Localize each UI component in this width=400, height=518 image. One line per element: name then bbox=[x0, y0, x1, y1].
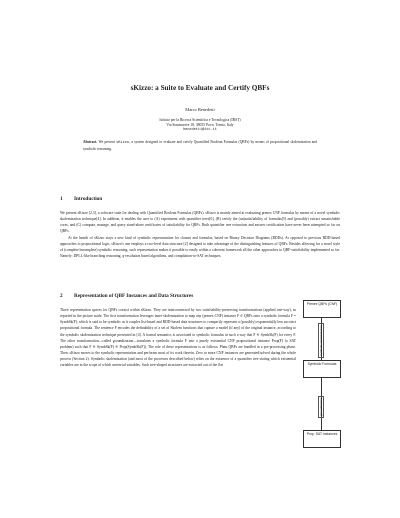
author-email: benedetti@itc.it bbox=[183, 128, 217, 133]
section-number: 1 bbox=[60, 196, 63, 202]
abstract-text-b: , a system designed to evaluate and certify Quantified Boolean Formulas (QBFs) by means of propositional skolemization and symbolic reasoning. bbox=[83, 140, 317, 151]
abstract bbox=[83, 140, 317, 152]
abstract-label: Abstract. bbox=[83, 140, 98, 144]
section-number: 2 bbox=[60, 293, 63, 299]
diagram-label-groundization: groundization bbox=[319, 397, 323, 416]
section-title: Representation of QBF Instances and Data Structures bbox=[74, 293, 194, 299]
abstract-text-a: We present bbox=[98, 140, 117, 144]
section-2-body bbox=[60, 307, 296, 515]
intro-body bbox=[60, 210, 340, 259]
paper-author: Marco Benedetti bbox=[185, 107, 215, 112]
affiliation-line-1: Istituto per la Ricerca Scientifica e Tecnologica (IRST) bbox=[159, 118, 241, 122]
section-title: Introduction bbox=[74, 196, 103, 202]
diagram-box-sat: Prop. SAT instances bbox=[303, 430, 341, 448]
intro-paragraph-1: We present sKizzo [2,3], a software suite for dealing with Quantified Boolean Formulas (QBFs). sKizzo is mainly aimed at evaluating prenex CNF formulas by means of a novel symbolic skolemization technique[4]. In addition, it enables the user to (A) experiment with quantifier trees[6], (B) certify the (un)satisfiability of formulas[5] and (possibly) extract unsatisfiable cores, and (C) compute, manage, and query stand-alone certificates of satisfiability for QBFs. Both quantifier tree extraction and answer certification have never been attempted so far on QBFs. bbox=[60, 211, 340, 234]
abstract-tool-name: sKizzo bbox=[116, 141, 130, 145]
affiliation bbox=[0, 118, 400, 134]
diagram-box-qbfs: Prenex QBFs (CNF) bbox=[303, 300, 341, 318]
affiliation-line-2: Via Sommarive 18, 38055 Povo, Trento, Italy bbox=[166, 123, 234, 128]
section-2-paragraph-1: Three representation spaces for QBFs coexist within sKizzo. They are interconnected by two satisfiability-preserving transformations (applied one-way), as reported in the picture aside. The first transformation leverages inner skolemization to map any (prenex CNF) instance F ∈ QBFs onto a symbolic formula F = SymbSk(F), which is said to be symbolic as it couples list-based and BDD-based data structures to compactly represent a (possibly) exponentially less succinct propositional formula. The sentence F encodes the definability of a set of Skolem functions that capture a model (if any) of the original instance, according to the symbolic skolemization technique presented in [4]. A formal semantics is associated to symbolic formulas in such a way that F ≝ SymbSk(F) for every F. The other transformation—called groundization—translates a symbolic formula F into a purely existential CNF propositional instance Prop(F) (a SAT problem) such that F ≝ SymbSk(F) ≝ Prop(SymbSk(F)). The role of these representations is as follows: Plain QBFs are handled in a pre-processing phase. Then, sKizzo moves to the symbolic representation and performs most of its work therein. Zero or more CNF instances are generated/solved during the whole process (Section 2). Symbolic skolemization (and most of the processes described below) relies on the existence of a quantifier tree stating which existential variables are in the scope of which universal variables. Such tree-shaped structures are extracted out of the flat bbox=[60, 308, 296, 368]
representation-diagram bbox=[300, 300, 344, 500]
diagram-label-skolemization: symbolic skolemization bbox=[319, 325, 323, 356]
diagram-box-symbolic: Symbolic Formulas bbox=[303, 360, 341, 378]
paper-title: sKizzo: a Suite to Evaluate and Certify QBFs bbox=[130, 84, 270, 92]
section-heading-1 bbox=[60, 196, 102, 202]
intro-paragraph-2: At the hearth of sKizzo stays a new kind of symbolic representation for clauses and formulas, based on Binary Decision Diagrams (BDDs). As opposed to previous BDD-based approaches to propositional logic, sKizzo's one employs a two-level data structure [2] designed to take advantage of the distinguishing features of QBFs. Besides allowing for a novel style of (complete/incomplete) symbolic reasoning, such representation makes it possible to easily within a coherent framework all the other approaches to QBF-satisfiability implemented so far. Namely: DPLL-like branching reasoning, q-resolution based algorithms, and compilation-to-SAT techniques. bbox=[60, 235, 340, 259]
section-heading-2 bbox=[60, 293, 193, 299]
